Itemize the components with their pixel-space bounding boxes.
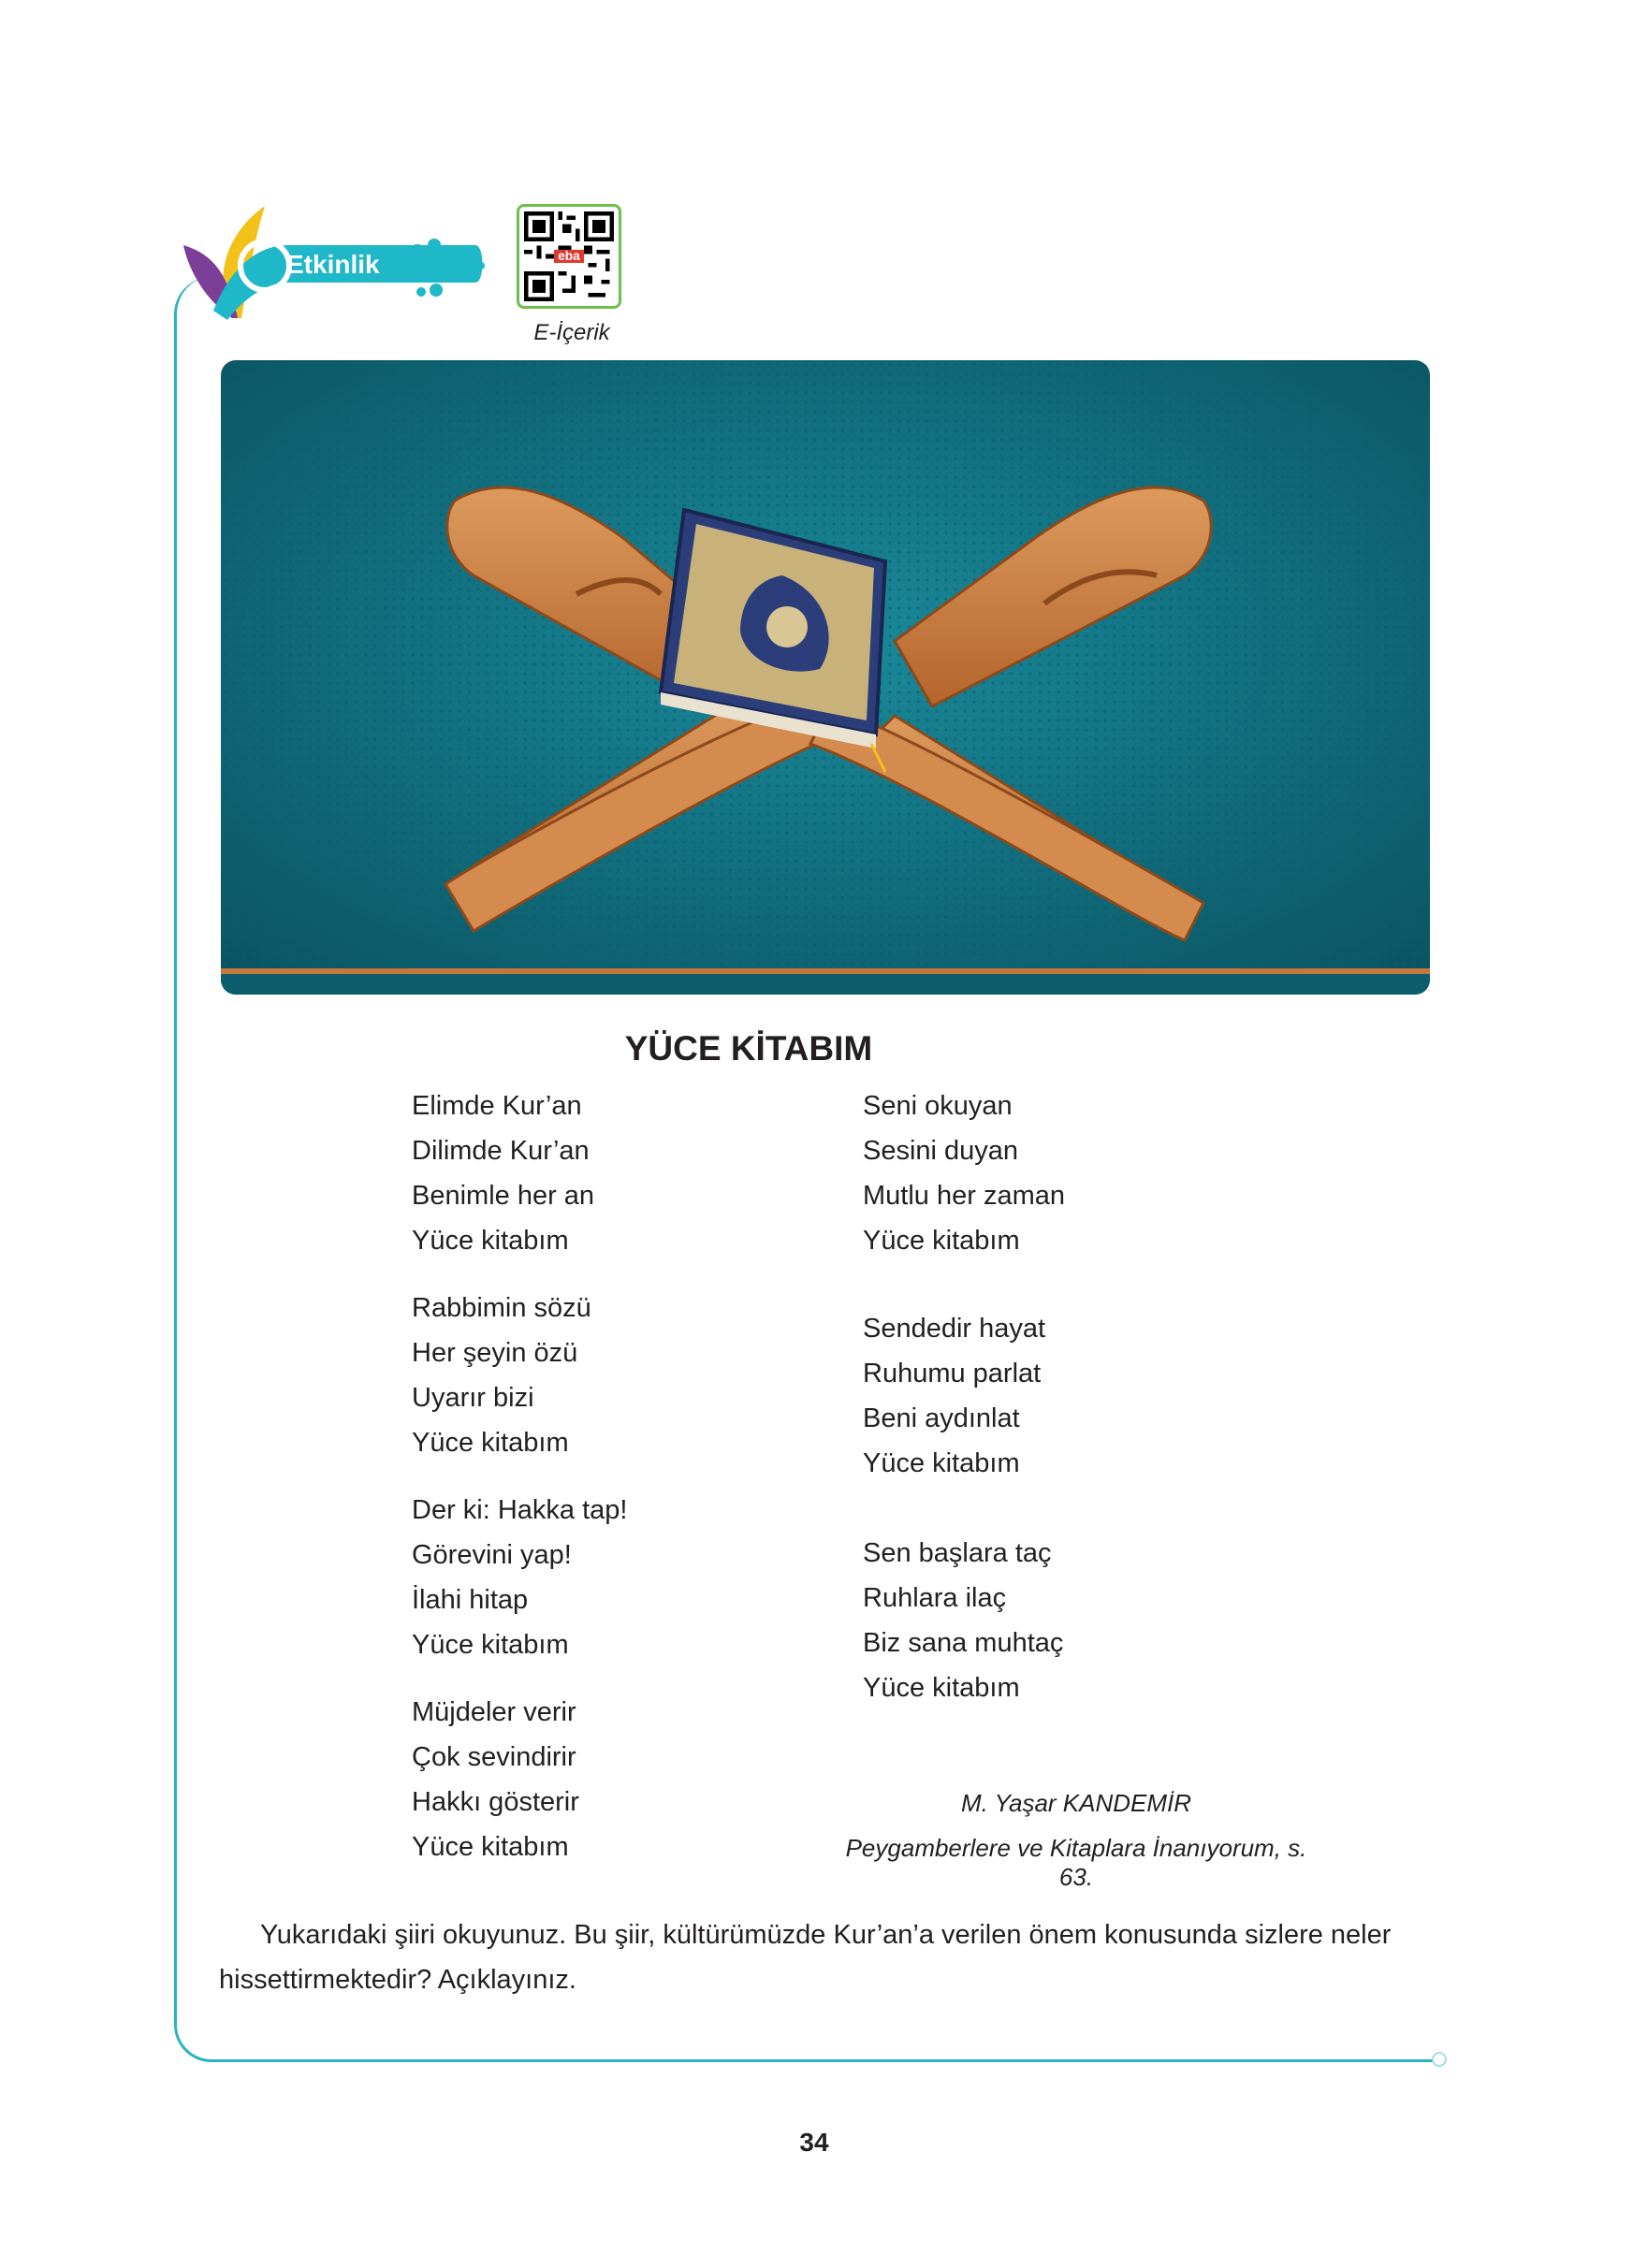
poem-line: Ruhumu parlat [863,1359,1042,1388]
poem-line: Rabbimin sözü [412,1293,591,1323]
poem-line: İlahi hitap [412,1585,529,1615]
poem-line: Müjdeler verir [412,1697,576,1727]
poem-line: Sen başlara taç [863,1538,1052,1568]
right-stanza-2 [863,1306,1045,1486]
frame-end-dot [1432,2052,1447,2067]
poem-line: Görevini yap! [412,1540,572,1570]
poem-line: Hakkı gösterir [412,1787,579,1817]
question-line-2: hissettirmektedir? Açıklayınız. [219,1965,576,1995]
poem-line: Beni aydınlat [863,1403,1020,1433]
poem-line: Elimde Kur’an [412,1091,582,1121]
right-stanza-1 [863,1083,1065,1263]
poem-source: Peygamberlere ve Kitaplara İnanıyorum, s. 63. [845,1834,1307,1891]
right-stanza-3 [863,1531,1063,1710]
question-line-1: Yukarıdaki şiiri okuyunuz. Bu şiir, kültürümüzde Kur’an’a verilen önem konusunda sizlere neler [260,1920,1392,1950]
page-number: 34 [799,2128,829,2157]
qr-icon [524,211,614,301]
poem-line: Her şeyin özü [412,1338,578,1368]
poem-line: Yüce kitabım [412,1630,569,1660]
poem-line: Benimle her an [412,1181,595,1211]
poem-line: Yüce kitabım [412,1832,569,1862]
poem-line: Sendedir hayat [863,1314,1046,1344]
poem-title: YÜCE KİTABIM [624,1029,873,1068]
poem-line: Yüce kitabım [863,1226,1020,1256]
left-stanza-2 [412,1286,591,1465]
poem-line: Sesini duyan [863,1136,1019,1166]
poem-line: Yüce kitabım [863,1448,1020,1478]
poem-line: Ruhlara ilaç [863,1583,1007,1613]
qr-code[interactable] [517,204,621,309]
poem-line: Yüce kitabım [412,1428,569,1458]
poem-line: Yüce kitabım [412,1226,569,1256]
left-stanza-3 [412,1488,627,1667]
activity-question [219,1912,1436,2002]
poem-line: Dilimde Kur’an [412,1136,590,1166]
activity-badge [176,198,494,329]
poem-line: Mutlu her zaman [863,1181,1065,1211]
qr-caption: E-İçerik [533,320,610,345]
poem-line: Uyarır bizi [412,1383,534,1413]
left-stanza-1 [412,1083,594,1263]
qr-brand: eba [558,249,580,264]
poem-line: Biz sana muhtaç [863,1628,1064,1658]
poem-line: Seni okuyan [863,1091,1013,1121]
quran-rahle-photo [221,360,1430,995]
poem-author: M. Yaşar KANDEMİR [960,1789,1192,1817]
poem-line: Çok sevindirir [412,1742,576,1772]
activity-label: Etkinlik [286,250,380,279]
poem-line: Yüce kitabım [863,1673,1020,1703]
poem-line: Der ki: Hakka tap! [412,1495,628,1525]
left-stanza-4 [412,1690,579,1869]
